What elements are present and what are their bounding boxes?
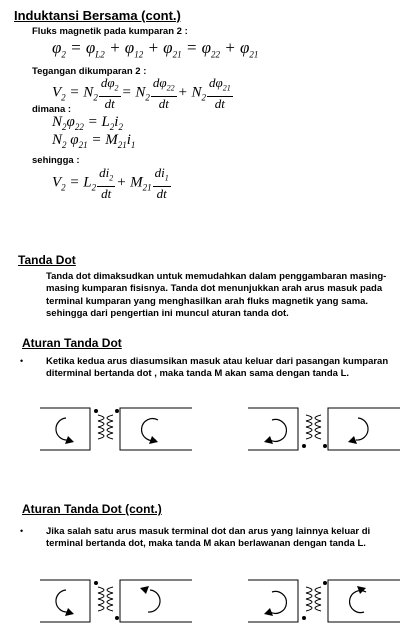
section-title-dot-rule: Aturan Tanda Dot xyxy=(22,336,122,350)
coil-diagram-same-left xyxy=(40,400,192,458)
flux-equation: $\varphi_2 = \varphi_{L2} + \varphi_{12} + \varphi_{21} = \varphi_{22} + \varphi_{21}$ xyxy=(52,38,259,60)
coil-diagram-opposite-right xyxy=(248,572,400,630)
bullet-1: • xyxy=(20,356,24,366)
where-label: dimana : xyxy=(32,104,72,115)
coil-diagram-opposite-left xyxy=(40,572,192,630)
flux-label: Fluks magnetik pada kumparan 2 : xyxy=(32,26,188,37)
coil-diagram-same-right xyxy=(248,400,400,458)
dot-rule-text: Ketika kedua arus diasumsikan masuk atau keluar dari pasangan kumparan diterminal bertanda dot , maka tanda M akan sama dengan tanda L. xyxy=(46,356,389,380)
dot-convention-paragraph: Tanda dot dimaksudkan untuk memudahkan dalam penggambaran masing-masing kumparan fisisnya. Tanda dot menunjukkan arah arus masuk pada terminal kumparan yang menghasilkan arah fluks magnetik yang sama. sehingga dari pengertian ini muncul aturan tanda dot. xyxy=(46,271,387,320)
result-equation: $V_2 = L_2$ $\frac{di_2}{dt}$ + $M_{21}$ $\frac{di_1}{dt}$ xyxy=(52,165,169,201)
hence-label: sehingga : xyxy=(32,155,80,166)
dot-rule-opposite-text: Jika salah satu arus masuk terminal dot dan arus yang lainnya keluar di terminal bertanda dot, maka tanda M akan berlawanan dengan tanda L. xyxy=(46,526,371,550)
section-title-dot-convention: Tanda Dot xyxy=(18,253,76,267)
where-equation-1: $N_2\varphi_{22} = L_2i_2$ xyxy=(52,114,123,132)
voltage-label: Tegangan dikumparan 2 : xyxy=(32,66,147,77)
section-title-mutual-inductance: Induktansi Bersama (cont.) xyxy=(14,8,181,23)
where-equation-2: $N_2$ $\varphi_{21} = M_{21}i_1$ xyxy=(52,132,136,150)
voltage-equation: $V_2 = N_2$ $\frac{d\varphi_2}{dt}$ = $N_2$ $\frac{d\varphi_{22}}{dt}$ + $N_2$ $\frac{d\varphi_{21}}{dt}$ xyxy=(52,75,231,111)
bullet-2: • xyxy=(20,526,24,536)
section-title-dot-rule-cont: Aturan Tanda Dot (cont.) xyxy=(22,502,162,516)
